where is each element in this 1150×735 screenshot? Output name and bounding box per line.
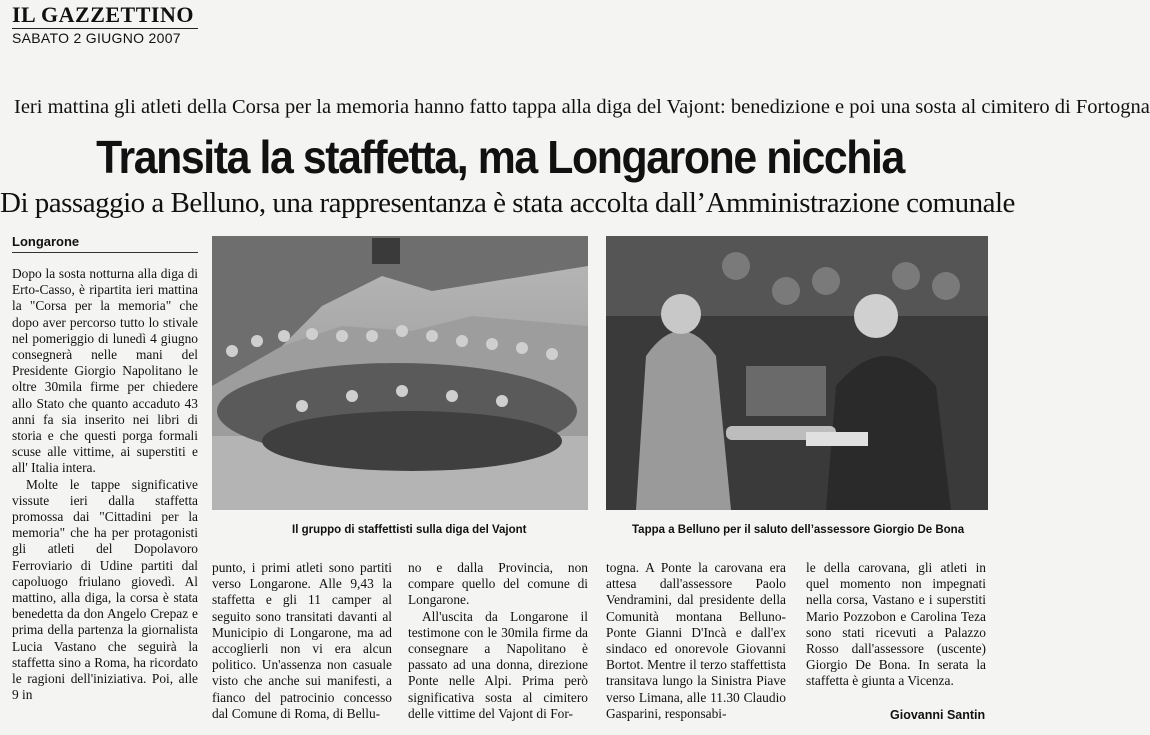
location-rule bbox=[12, 252, 198, 253]
col4-paragraph-1: togna. A Ponte la carovana era attesa dall'assessore Paolo Vendramini, dal presidente della Comunità montana Belluno-Ponte Gianni D'Incà e dall'ex sindaco ed onorevole Giovanni Bortot. Mentre il terzo staffettista transitava lungo la Sinistra Piave verso Limana, alle 11.30 Claudio Gasparini, responsabi- bbox=[606, 560, 786, 721]
col2-paragraph-1: punto, i primi atleti sono partiti verso Longarone. Alle 9,43 la staffetta e gli 11 camper al seguito sono transitati davanti al Municipio di Longarone, ma ad accoglierli non vi era alcun politico. Un'assenza non casuale visto che anche sui manifesti, a fianco del patrocinio concesso dal Comune di Roma, di Bellu- bbox=[212, 560, 392, 721]
col3-paragraph-1: no e dalla Provincia, non compare quello del comune di Longarone. bbox=[408, 560, 588, 608]
article-column-1 bbox=[12, 266, 198, 703]
article-column-3 bbox=[408, 560, 588, 722]
article-byline: Giovanni Santin bbox=[890, 708, 986, 722]
article-column-4 bbox=[606, 560, 786, 722]
article-kicker: Ieri mattina gli atleti della Corsa per la memoria hanno fatto tappa alla diga del Vajont: benedizione e poi una sosta al cimitero di Fortogna bbox=[14, 96, 1150, 118]
col1-paragraph-2: Molte le tappe significative vissute ieri dalla staffetta promossa dai "Cittadini per la memoria" che ha per protagonisti gli atleti del Dopolavoro Ferroviario di Udine partiti dal capoluogo friulano giovedì. Al mattino, alla diga, la corsa è stata benedetta da don Angelo Crepaz e prima della partenza la giornalista Lucia Vastano che seguirà la staffetta sino a Roma, ha ricordato le ragioni dell'iniziativa. Poi, alle 9 in bbox=[12, 476, 198, 703]
masthead-rule bbox=[12, 28, 198, 29]
photo1-caption: Il gruppo di staffettisti sulla diga del Vajont bbox=[292, 524, 527, 536]
photo-handshake bbox=[606, 236, 988, 510]
col1-paragraph-1: Dopo la sosta notturna alla diga di Erto-Casso, è ripartita ieri mattina la "Corsa per la memoria" che dopo aver percorso tutto lo stivale nel pomeriggio di lunedì 4 giugno consegnerà nelle mani del Presidente Giorgio Napolitano le oltre 30mila firme per chiedere allo Stato che quanto accaduto 43 anni fa sia inserito nei libri di storia e che questi porga formali scuse alle vittime, ai superstiti e all' Italia intera. bbox=[12, 266, 198, 476]
photo2-caption: Tappa a Belluno per il saluto dell’assessore Giorgio De Bona bbox=[632, 524, 965, 536]
photo-handshake-image bbox=[606, 236, 988, 510]
masthead-date: SABATO 2 GIUGNO 2007 bbox=[12, 30, 181, 46]
article-headline: Transita la staffetta, ma Longarone nicchia bbox=[96, 131, 904, 183]
masthead-title: IL GAZZETTINO bbox=[12, 2, 194, 27]
article-column-5 bbox=[806, 560, 986, 690]
photo-group-on-dam bbox=[212, 236, 588, 510]
col5-paragraph-1: le della carovana, gli atleti in quel momento non impegnati nella corsa, Vastano e i superstiti Mario Pozzobon e Carolina Teza sono stati ricevuti a Palazzo Rosso dall'assessore (uscente) Giorgio De Bona. In serata la staffetta è giunta a Vicenza. bbox=[806, 560, 986, 689]
article-column-2 bbox=[212, 560, 392, 722]
col3-paragraph-2: All'uscita da Longarone il testimone con le 30mila firme da consegnare a Napolitano è passato ad una donna, direzione Ponte nelle Alpi. Prima però significativa sosta al cimitero delle vittime del Vajont di For- bbox=[408, 608, 588, 721]
photo-group-image bbox=[212, 236, 588, 510]
article-location: Longarone bbox=[12, 234, 80, 249]
article-subhead: Di passaggio a Belluno, una rappresentanza è stata accolta dall’Amministrazione comunale bbox=[0, 187, 1015, 219]
